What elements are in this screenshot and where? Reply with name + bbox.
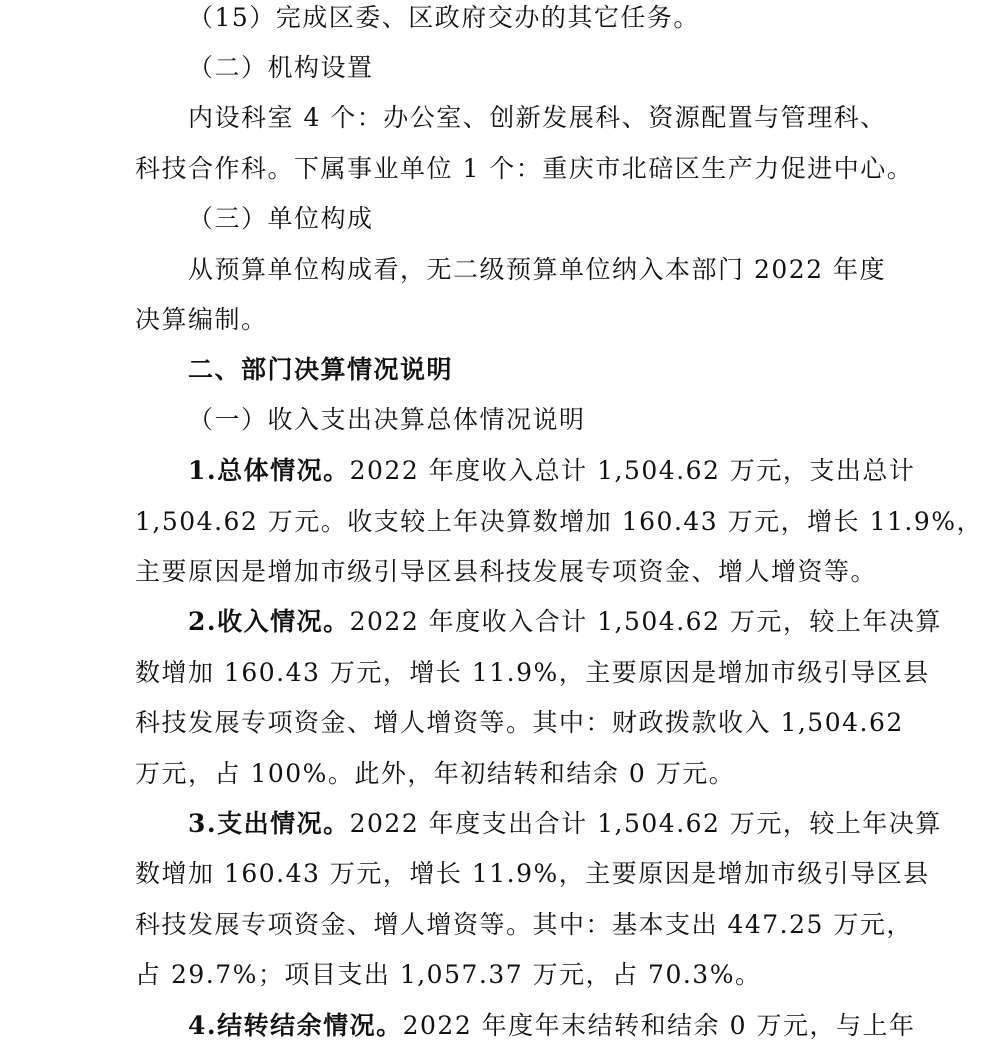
paragraph-line: 从预算单位构成看，无二级预算单位纳入本部门 2022 年度	[188, 255, 887, 284]
item-text: 2022 年度年末结转和结余 0 万元，与上年	[402, 1011, 916, 1040]
item-lead: 2.收入情况。	[188, 607, 350, 636]
chapter-heading: 二、部门决算情况说明	[188, 355, 454, 384]
paragraph-line	[188, 454, 915, 488]
item-text: 2022 年度收入总计 1,504.62 万元，支出总计	[349, 456, 916, 485]
paragraph-line: 科技发展专项资金、增人增资等。其中：基本支出 447.25 万元，	[135, 910, 913, 939]
paragraph-line: 决算编制。	[135, 305, 268, 334]
paragraph-line: 占 29.7%；项目支出 1,057.37 万元，占 70.3%。	[135, 960, 762, 989]
section-heading: （二）机构设置	[188, 53, 374, 82]
item-lead: 4.结转结余情况。	[188, 1011, 403, 1040]
paragraph-line: 科技合作科。下属事业单位 1 个：重庆市北碚区生产力促进中心。	[135, 154, 914, 183]
item-lead: 3.支出情况。	[188, 809, 350, 838]
paragraph-line: 万元，占 100%。此外，年初结转和结余 0 万元。	[135, 759, 736, 788]
paragraph-line: 数增加 160.43 万元，增长 11.9%，主要原因是增加市级引导区县	[135, 658, 930, 687]
paragraph-line: （15）完成区委、区政府交办的其它任务。	[188, 3, 700, 32]
item-lead: 1.总体情况。	[188, 456, 350, 485]
section-heading: （三）单位构成	[188, 204, 374, 233]
item-text: 2022 年度收入合计 1,504.62 万元，较上年决算	[349, 607, 942, 636]
paragraph-line: 内设科室 4 个：办公室、创新发展科、资源配置与管理科、	[188, 103, 887, 132]
paragraph-line	[188, 605, 942, 639]
paragraph-line: 数增加 160.43 万元，增长 11.9%，主要原因是增加市级引导区县	[135, 859, 930, 888]
section-heading: （一）收入支出决算总体情况说明	[188, 405, 586, 434]
item-text: 2022 年度支出合计 1,504.62 万元，较上年决算	[349, 809, 942, 838]
paragraph-line: 科技发展专项资金、增人增资等。其中：财政拨款收入 1,504.62	[135, 708, 904, 737]
paragraph-line: 1,504.62 万元。收支较上年决算数增加 160.43 万元，增长 11.9%，	[135, 507, 984, 536]
paragraph-line: 主要原因是增加市级引导区县科技发展专项资金、增人增资等。	[135, 557, 878, 586]
paragraph-line	[188, 1009, 915, 1043]
paragraph-line	[188, 807, 942, 841]
